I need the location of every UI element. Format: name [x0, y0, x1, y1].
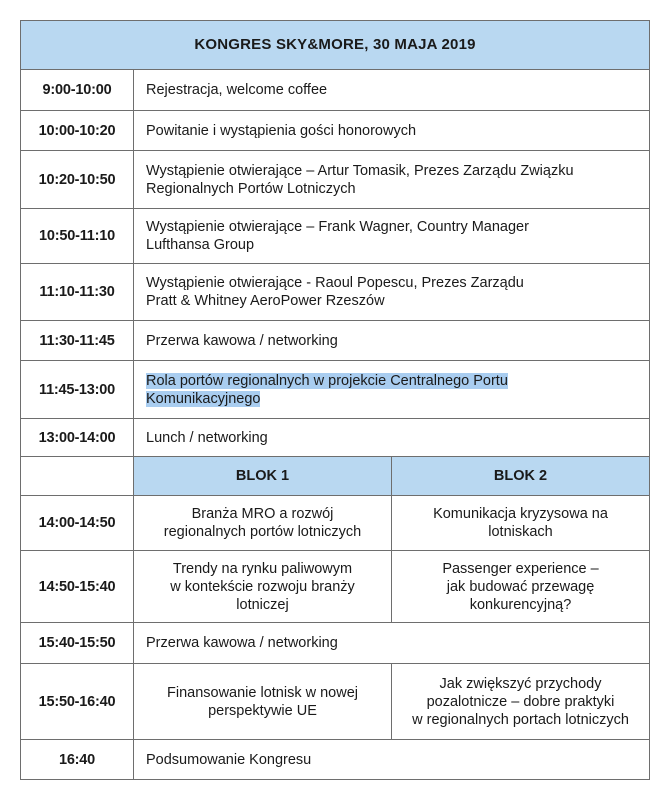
session-line: w regionalnych portach lotniczych	[412, 711, 629, 728]
session-line: lotniczej	[236, 596, 289, 613]
time-cell: 14:50-15:40	[21, 551, 134, 623]
time-cell: 15:50-16:40	[21, 664, 134, 740]
blok-2-session	[392, 496, 650, 551]
session-line: Finansowanie lotnisk w nowej	[166, 684, 358, 701]
blok-2-header: BLOK 2	[392, 457, 650, 496]
session-cell	[134, 264, 650, 321]
table-row	[21, 361, 650, 419]
blok-1-session	[134, 551, 392, 623]
table-row	[21, 419, 650, 457]
session-cell	[134, 419, 650, 457]
time-cell: 11:30-11:45	[21, 321, 134, 361]
session-line: konkurencyjną?	[469, 596, 572, 613]
session-cell	[134, 209, 650, 264]
session-line: w kontekście rozwoju branży	[170, 578, 355, 595]
time-cell: 16:40	[21, 740, 134, 780]
table-header-row	[21, 21, 650, 70]
empty-cell	[21, 457, 134, 496]
session-line: Passenger experience –	[442, 560, 599, 577]
table-row	[21, 151, 650, 209]
session-line: pozalotnicze – dobre praktyki	[426, 693, 615, 710]
time-cell: 10:50-11:10	[21, 209, 134, 264]
selected-text[interactable]: Komunikacyjnego	[146, 390, 261, 407]
time-cell: 13:00-14:00	[21, 419, 134, 457]
table-row	[21, 740, 650, 780]
blok-1-session	[134, 496, 392, 551]
blok-2-session	[392, 551, 650, 623]
blocks-header-row	[21, 457, 650, 496]
table-row	[21, 111, 650, 151]
table-row	[21, 321, 650, 361]
session-line: Rejestracja, welcome coffee	[146, 82, 328, 98]
session-line: Przerwa kawowa / networking	[146, 332, 338, 349]
session-cell	[134, 623, 650, 664]
session-line: Wystąpienie otwierające – Frank Wagner, Country Manager	[146, 219, 529, 235]
session-cell	[134, 151, 650, 209]
selected-text[interactable]: Rola portów regionalnych w projekcie Centralnego Portu	[146, 372, 508, 389]
session-line: lotniskach	[488, 524, 553, 540]
time-cell: 11:45-13:00	[21, 361, 134, 419]
session-line: Branża MRO a rozwój	[191, 506, 334, 522]
time-cell: 15:40-15:50	[21, 623, 134, 664]
session-cell	[134, 740, 650, 780]
table-row	[21, 623, 650, 664]
session-line: Trendy na rynku paliwowym	[172, 560, 353, 577]
blok-2-session	[392, 664, 650, 740]
table-row	[21, 209, 650, 264]
session-line: Przerwa kawowa / networking	[146, 635, 338, 651]
session-line: perspektywie UE	[208, 702, 317, 719]
table-row	[21, 551, 650, 623]
session-line: Lufthansa Group	[146, 237, 255, 253]
table-row	[21, 264, 650, 321]
blok-1-header: BLOK 1	[134, 457, 392, 496]
session-line: Jak zwiększyć przychody	[439, 675, 602, 692]
session-line: Komunikacja kryzysowa na	[433, 506, 608, 522]
time-cell: 9:00-10:00	[21, 70, 134, 111]
session-line: Lunch / networking	[146, 429, 268, 446]
table-row	[21, 664, 650, 740]
time-cell: 14:00-14:50	[21, 496, 134, 551]
time-cell: 10:20-10:50	[21, 151, 134, 209]
agenda-title: KONGRES SKY&MORE, 30 MAJA 2019	[21, 21, 650, 70]
time-cell: 11:10-11:30	[21, 264, 134, 321]
session-cell-highlighted[interactable]	[134, 361, 650, 419]
agenda-table	[20, 20, 650, 780]
session-line: Wystąpienie otwierające - Raoul Popescu, Prezes Zarządu	[146, 275, 524, 291]
session-cell	[134, 70, 650, 111]
session-cell	[134, 321, 650, 361]
table-row	[21, 496, 650, 551]
session-line: regionalnych portów lotniczych	[163, 524, 362, 540]
session-line: Regionalnych Portów Lotniczych	[146, 180, 356, 197]
session-cell	[134, 111, 650, 151]
blok-1-session	[134, 664, 392, 740]
session-line: Powitanie i wystąpienia gości honorowych	[146, 122, 417, 139]
session-line: Podsumowanie Kongresu	[146, 751, 312, 768]
session-line: Pratt & Whitney AeroPower Rzeszów	[146, 293, 385, 309]
table-row	[21, 70, 650, 111]
session-line: Wystąpienie otwierające – Artur Tomasik, Prezes Zarządu Związku	[146, 162, 574, 179]
session-line: jak budować przewagę	[446, 578, 595, 595]
time-cell: 10:00-10:20	[21, 111, 134, 151]
